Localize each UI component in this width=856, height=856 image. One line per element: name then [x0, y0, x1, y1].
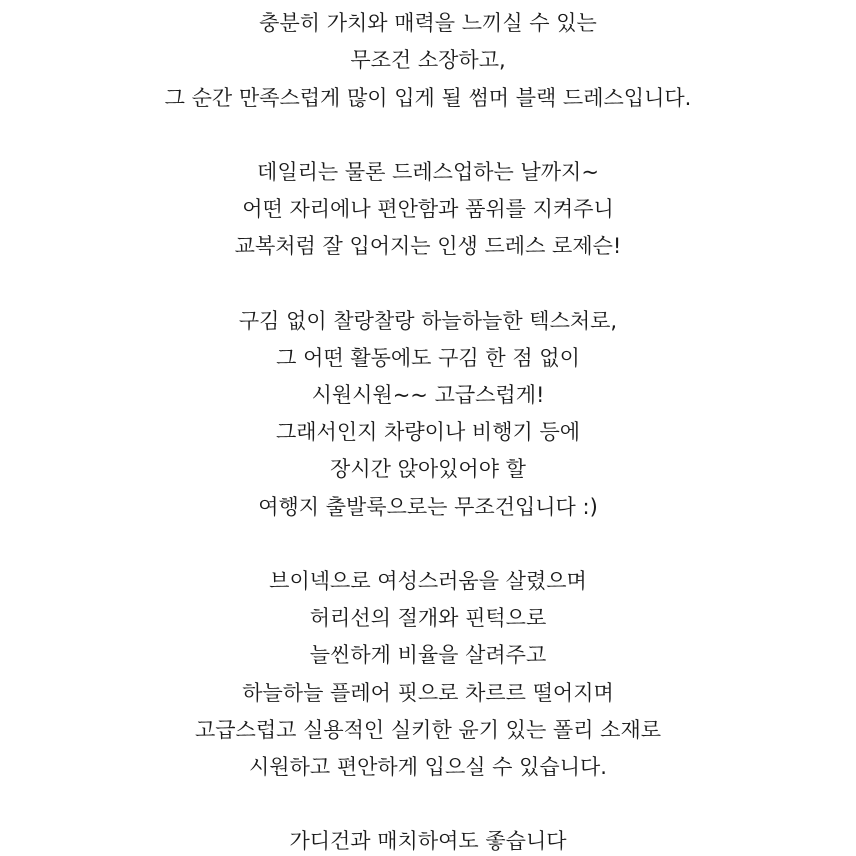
text-line: 고급스럽고 실용적인 실키한 윤기 있는 폴리 소재로: [194, 717, 662, 742]
text-line: 충분히 가치와 매력을 느끼실 수 있는: [259, 11, 597, 36]
text-line-cropped-bottom: 가디건과 매치하여도 좋습니다: [289, 829, 567, 854]
paragraph-gap: [0, 266, 856, 303]
text-line: 하늘하늘 플레어 핏으로 차르르 떨어지며: [242, 680, 614, 705]
text-line: 허리선의 절개와 핀턱으로: [309, 606, 547, 631]
text-line: 교복처럼 잘 입어지는 인생 드레스 로제슨!: [234, 234, 622, 259]
paragraph-gap: [0, 786, 856, 823]
text-line: 어떤 자리에나 편안함과 품위를 지켜주니: [242, 197, 614, 222]
text-line: 데일리는 물론 드레스업하는 날까지~: [257, 159, 599, 184]
text-line: 늘씬하게 비율을 살려주고: [309, 643, 547, 668]
text-line: 시원하고 편안하게 입으실 수 있습니다.: [249, 754, 607, 779]
text-line: 그 어떤 활동에도 구김 한 점 없이: [276, 345, 580, 370]
text-line: 무조건 소장하고,: [350, 48, 506, 73]
text-line: 구김 없이 찰랑찰랑 하늘하늘한 텍스처로,: [238, 308, 618, 333]
text-line: 장시간 앉아있어야 할: [330, 457, 526, 482]
paragraph-gap: [0, 117, 856, 154]
text-line: 그 순간 만족스럽게 많이 입게 될 썸머 블랙 드레스입니다.: [164, 85, 692, 110]
paragraph-gap: [0, 526, 856, 563]
text-line: 여행지 출발룩으로는 무조건입니다 :): [258, 494, 598, 519]
text-line: 그래서인지 차량이나 비행기 등에: [275, 420, 581, 445]
text-line: 브이넥으로 여성스러움을 살렸으며: [269, 569, 587, 593]
text-line: 시원시원~~ 고급스럽게!: [311, 383, 545, 408]
